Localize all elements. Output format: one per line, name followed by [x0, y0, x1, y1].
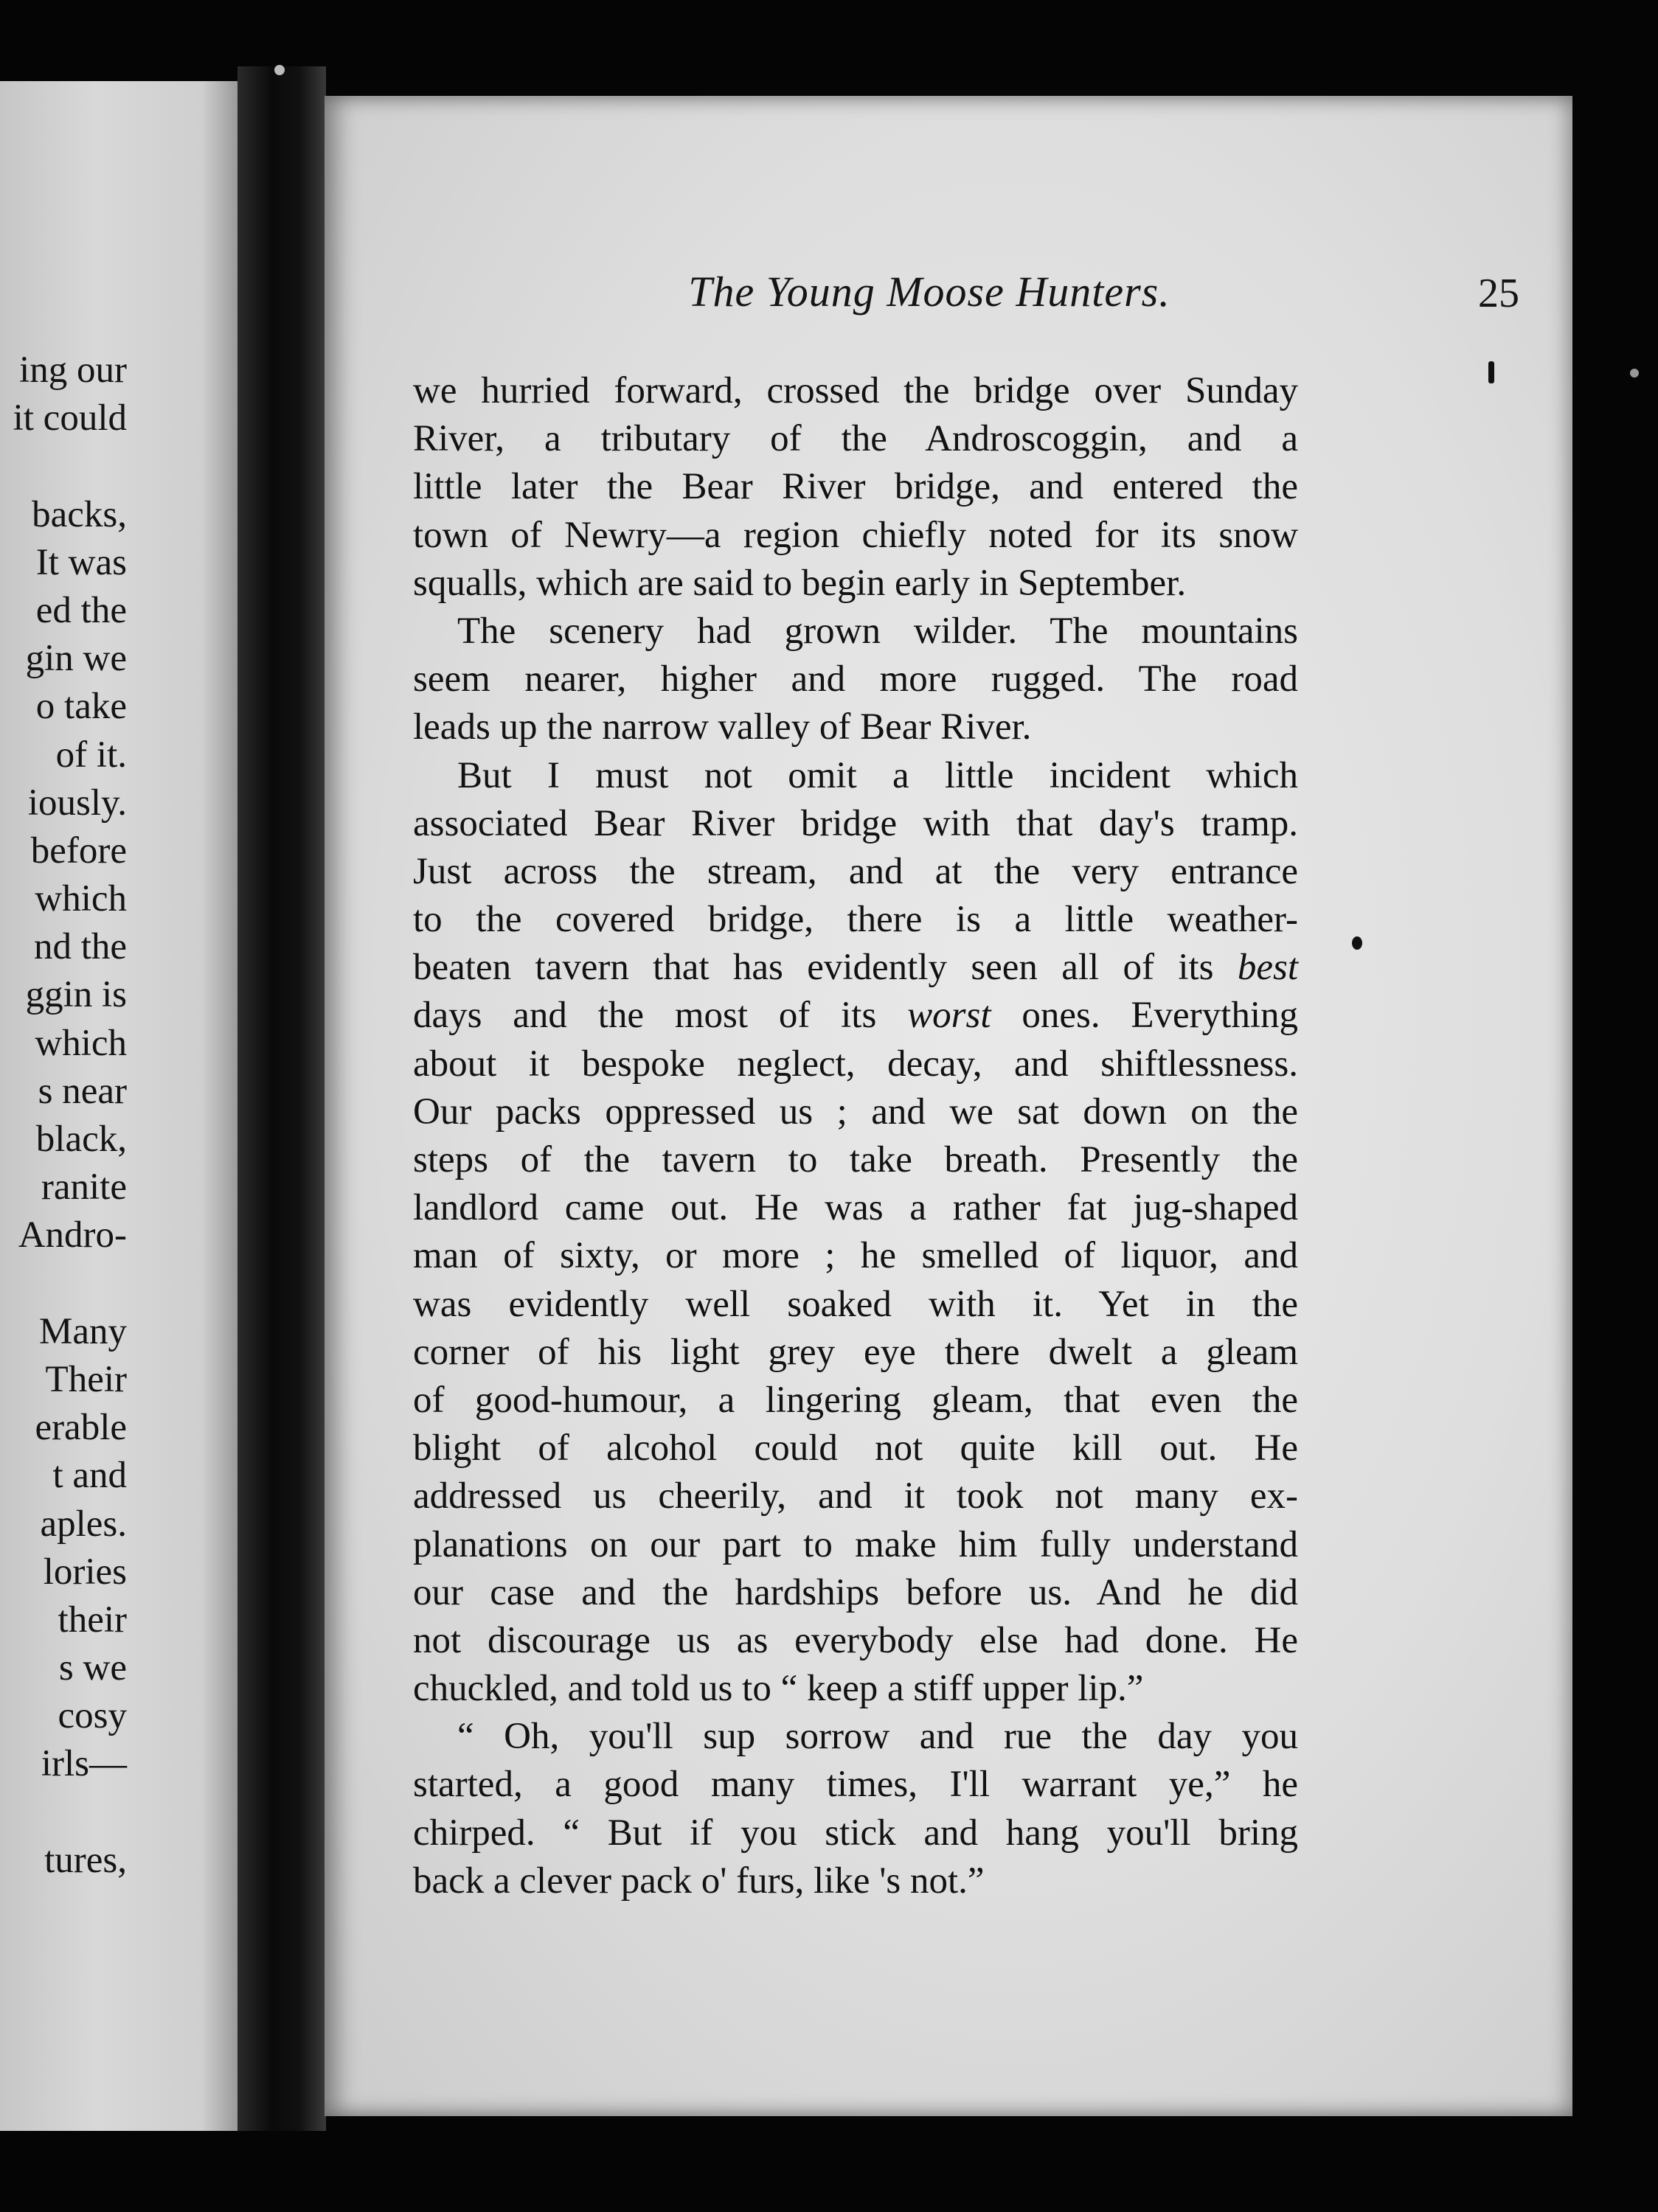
left-page-fragment: lories [43, 1551, 127, 1593]
text-line: back a clever pack o' furs, like 's not.” [413, 1860, 985, 1902]
scan-speck [274, 65, 285, 75]
left-page-fragment: which [35, 1022, 127, 1064]
left-page-fragment: Their [45, 1358, 127, 1400]
text-line [413, 992, 1298, 1040]
text-line: Our packs oppressed us ; and we sat down on the [413, 1091, 1298, 1133]
left-page-fragment: Andro- [18, 1214, 127, 1256]
left-page-fragment: cosy [58, 1695, 127, 1737]
text-line: But I must not omit a little incident which [457, 754, 1298, 796]
left-page-fragment: tures, [44, 1839, 127, 1881]
left-page-fragment: their [58, 1599, 127, 1641]
left-page-fragment: nd the [33, 926, 127, 968]
text-line: Just across the stream, and at the very entrance [413, 850, 1298, 892]
text-line: man of sixty, or more ; he smelled of liquor, and [413, 1235, 1298, 1277]
text-line: chirped. “ But if you stick and hang you'll bring [413, 1812, 1298, 1854]
text-line: not discourage us as everybody else had done. He [413, 1619, 1298, 1661]
text-line: chuckled, and told us to “ keep a stiff upper lip.” [413, 1668, 1144, 1710]
left-page [0, 81, 237, 2131]
text-line: to the covered bridge, there is a little weather- [413, 899, 1298, 941]
text-line: “ Oh, you'll sup sorrow and rue the day you [457, 1716, 1298, 1758]
left-page-fragment: s we [58, 1647, 127, 1689]
running-title: The Young Moose Hunters. [688, 268, 1170, 316]
text-line: leads up the narrow valley of Bear River. [413, 706, 1032, 748]
text-line: was evidently well soaked with it. Yet in the [413, 1283, 1298, 1325]
scan-speck [1630, 369, 1639, 378]
book-gutter [237, 66, 326, 2131]
body-text [413, 367, 1298, 1905]
left-page-fragment: It was [35, 541, 127, 583]
left-page-fragment: before [30, 830, 127, 872]
text-line: seem nearer, higher and more rugged. The road [413, 658, 1298, 700]
left-page-fragment: ing our [19, 349, 127, 391]
text-line: steps of the tavern to take breath. Presently the [413, 1139, 1298, 1180]
text-line: corner of his light grey eye there dwelt a gleam [413, 1331, 1298, 1373]
text-line: River, a tributary of the Androscoggin, and a [413, 418, 1298, 460]
text-line: addressed us cheerily, and it took not many ex- [413, 1475, 1298, 1517]
text-line: associated Bear River bridge with that day's tramp. [413, 802, 1298, 844]
ink-speck [1352, 936, 1362, 950]
left-page-text-fragments [0, 347, 127, 1885]
left-page-fragment: black, [35, 1119, 127, 1160]
left-page-fragment [0, 442, 127, 490]
text-line: started, a good many times, I'll warrant ye,” he [413, 1764, 1298, 1806]
text-line: little later the Bear River bridge, and entered the [413, 466, 1298, 508]
left-page-fragment: o take [35, 686, 127, 728]
left-page-fragment: s near [38, 1070, 127, 1112]
page-number: 25 [1478, 271, 1519, 316]
left-page-fragment: gin we [25, 638, 127, 680]
running-head [531, 267, 1519, 326]
text-line: squalls, which are said to begin early in September. [413, 562, 1187, 604]
right-page [325, 96, 1572, 2116]
left-page-fragment: ranite [41, 1166, 127, 1208]
left-page-fragment: t and [52, 1455, 127, 1497]
text-line: our case and the hardships before us. And he did [413, 1571, 1298, 1613]
left-page-fragment: Many [39, 1310, 127, 1352]
text-line: of good-humour, a lingering gleam, that even the [413, 1379, 1298, 1421]
left-page-fragment: aples. [40, 1503, 127, 1545]
left-page-fragment: ggin is [25, 974, 127, 1016]
left-page-fragment: ed the [35, 589, 127, 631]
left-page-fragment: which [35, 878, 127, 920]
left-page-fragment: backs, [32, 493, 127, 535]
left-page-fragment: of it. [55, 734, 127, 776]
text-line [413, 944, 1298, 992]
left-page-fragment: iously. [27, 782, 127, 824]
text-span: days and the most of its [413, 995, 877, 1037]
text-span: ones. Everything [1021, 995, 1298, 1037]
left-page-fragment: it could [13, 397, 127, 439]
left-page-fragment: erable [35, 1407, 127, 1449]
text-line: about it bespoke neglect, decay, and shiftlessness. [413, 1043, 1298, 1085]
left-page-fragment: irls— [41, 1743, 127, 1785]
text-line: planations on our part to make him fully understand [413, 1523, 1298, 1565]
italic-word-best: best [1237, 947, 1299, 989]
ink-speck [1488, 361, 1494, 383]
text-span: beaten tavern that has evidently seen all of its [413, 947, 1214, 989]
text-line: The scenery had grown wilder. The mountains [457, 610, 1298, 652]
text-line: landlord came out. He was a rather fat jug-shaped [413, 1187, 1298, 1229]
text-line: town of Newry—a region chiefly noted for its snow [413, 514, 1298, 556]
italic-word-worst: worst [907, 995, 991, 1037]
text-line: we hurried forward, crossed the bridge over Sunday [413, 370, 1298, 411]
left-page-fragment [0, 1789, 127, 1837]
left-page-fragment [0, 1260, 127, 1308]
text-line: blight of alcohol could not quite kill out. He [413, 1427, 1298, 1470]
